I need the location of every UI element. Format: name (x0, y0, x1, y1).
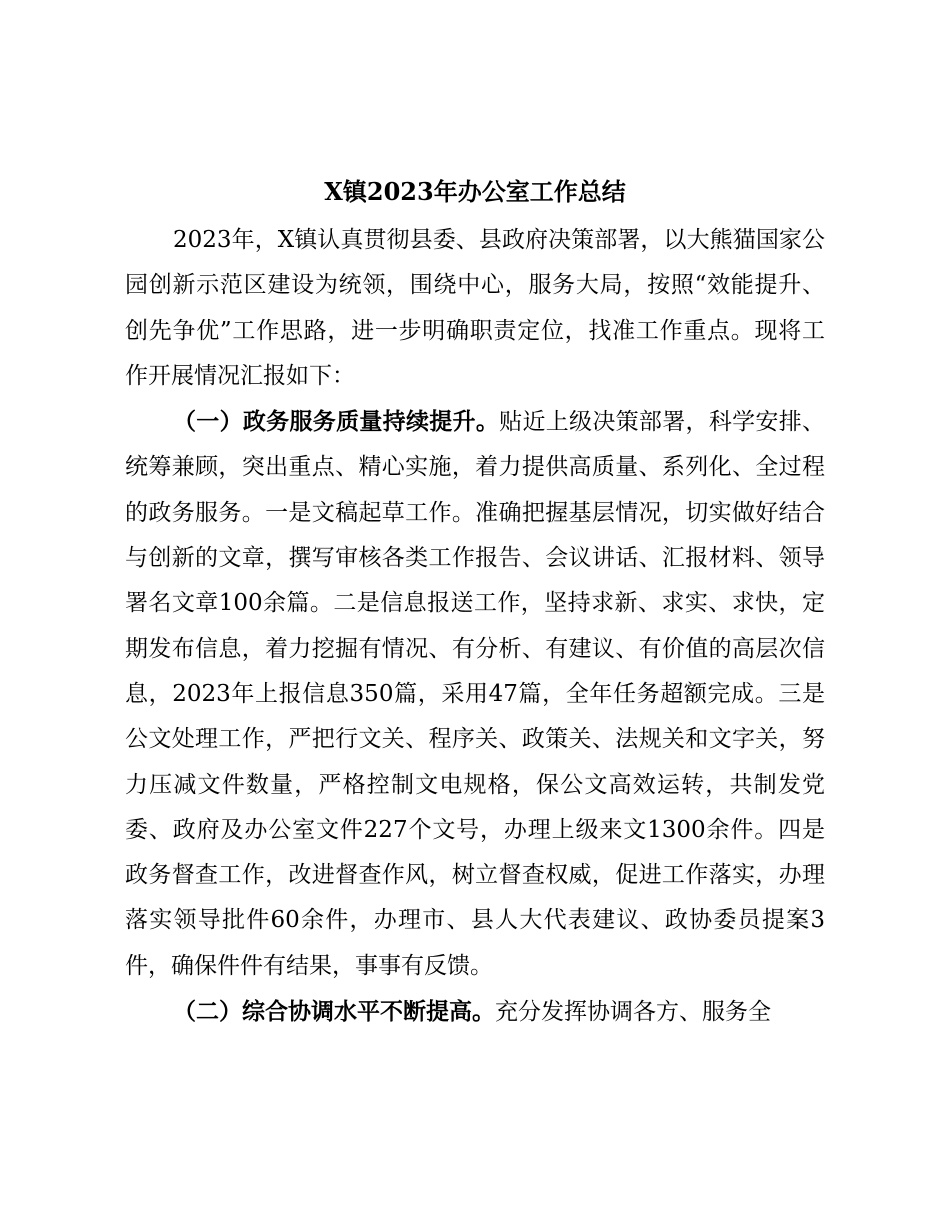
paragraph-text: 充分发挥协调各方、服务全 (495, 999, 771, 1026)
document-body (125, 218, 825, 1035)
paragraph-text: 贴近上级决策部署，科学安排、统筹兼顾，突出重点、精心实施，着力提供高质量、系列化、全过程的政务服务。一是文稿起草工作。准确把握基层情况，切实做好结合与创新的文章，撰写审核各类工作报告、会议讲话、汇报材料、领导署名文章100余篇。二是信息报送工作，坚持求新、求实、求快，定期发布信息，着力挖掘有情况、有分析、有建议、有价值的高层次信息，2023年上报信息350篇，采用47篇，全年任务超额完成。三是公文处理工作，严把行文关、程序关、政策关、法规关和文字关，努力压减文件数量，严格控制文电规格，保公文高效运转，共制发党委、政府及办公室文件227个文号，办理上级来文1300余件。四是政务督查工作，改进督查作风，树立督查权威，促进工作落实，办理落实领导批件60余件，办理市、县人大代表建议、政协委员提案3件，确保件件有结果，事事有反馈。 (125, 409, 826, 979)
section-one-paragraph (125, 399, 825, 989)
document-title: X镇2023年办公室工作总结 (324, 177, 626, 206)
intro-paragraph (125, 218, 825, 399)
paragraph-text: 2023年，X镇认真贯彻县委、县政府决策部署，以大熊猫国家公园创新示范区建设为统领，围绕中心，服务大局，按照“效能提升、创先争优”工作思路，进一步明确职责定位，找准工作重点。现将工作开展情况汇报如下： (125, 227, 825, 389)
section-two-paragraph (125, 989, 825, 1035)
section-heading: （二）综合协调水平不断提高。 (173, 998, 495, 1026)
section-heading: （一）政务服务质量持续提升。 (173, 408, 500, 436)
